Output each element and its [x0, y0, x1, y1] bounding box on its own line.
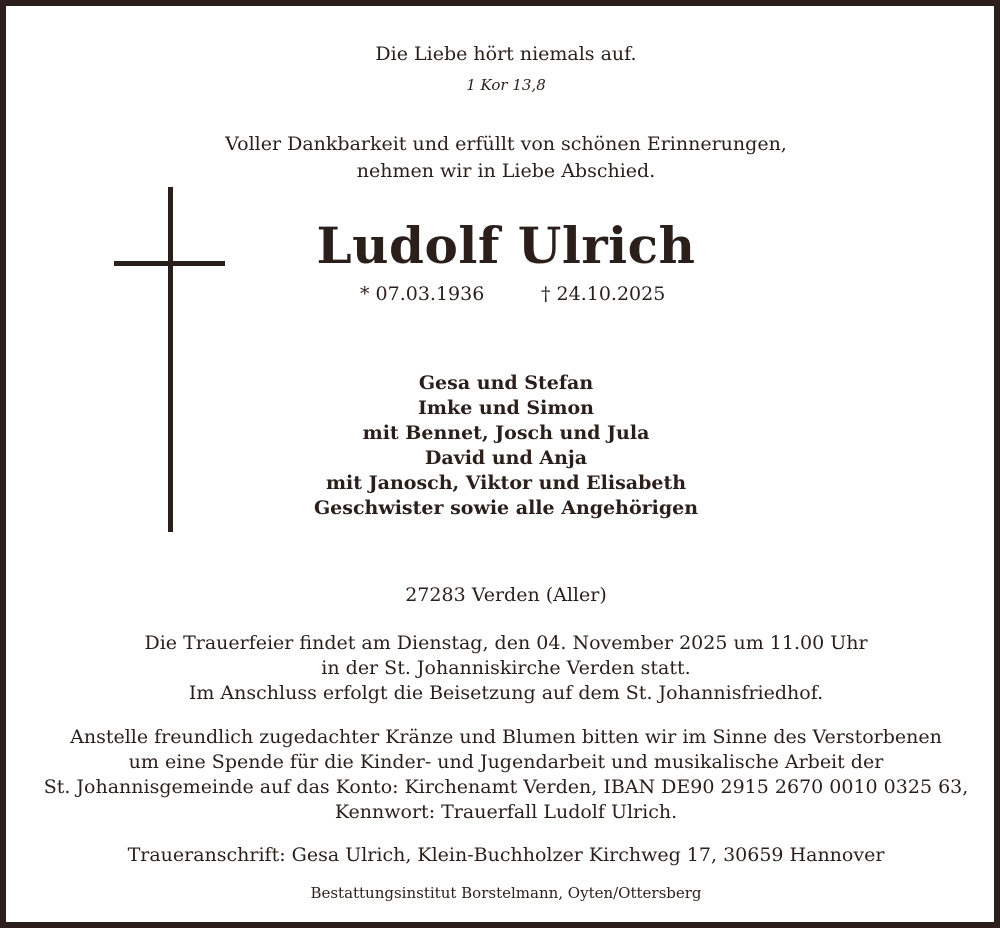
family-line: Imke und Simon [418, 397, 594, 419]
family-line: mit Janosch, Viktor und Elisabeth [325, 472, 687, 494]
deceased-name: Ludolf Ulrich [316, 216, 696, 275]
thanks-line: Voller Dankbarkeit und erfüllt von schönen Erinnerungen, [225, 133, 787, 155]
thanks-text [6, 131, 1000, 185]
thanks-line: nehmen wir in Liebe Abschied. [356, 160, 656, 182]
donation-line: Anstelle freundlich zugedachter Kränze und Blumen bitten wir im Sinne des Verstorbenen [70, 726, 942, 748]
city: 27283 Verden (Aller) [405, 584, 607, 606]
family-list [6, 371, 1000, 521]
ceremony-info [6, 631, 1000, 706]
family-line: mit Bennet, Josch und Jula [362, 422, 650, 444]
donation-line: Kennwort: Trauerfall Ludolf Ulrich. [334, 801, 678, 823]
death-date: † 24.10.2025 [541, 283, 666, 305]
bible-quote: Die Liebe hört niemals auf. [375, 43, 637, 65]
ceremony-line: Im Anschluss erfolgt die Beisetzung auf dem St. Johannisfriedhof. [188, 682, 824, 704]
family-line: David und Anja [424, 447, 588, 469]
bible-reference: 1 Kor 13,8 [466, 76, 546, 94]
birth-date: * 07.03.1936 [360, 283, 485, 305]
family-line: Gesa und Stefan [418, 372, 594, 394]
donation-info [6, 725, 1000, 825]
donation-line: um eine Spende für die Kinder- und Jugendarbeit und musikalische Arbeit der [128, 751, 884, 773]
mourning-address: Traueranschrift: Gesa Ulrich, Klein-Buchholzer Kirchweg 17, 30659 Hannover [127, 844, 885, 866]
undertaker: Bestattungsinstitut Borstelmann, Oyten/Ottersberg [310, 884, 702, 902]
ceremony-line: Die Trauerfeier findet am Dienstag, den 04. November 2025 um 11.00 Uhr [144, 632, 868, 654]
donation-line: St. Johannisgemeinde auf das Konto: Kirchenamt Verden, IBAN DE90 2915 2670 0010 0325 63, [43, 776, 969, 798]
family-line: Geschwister sowie alle Angehörigen [313, 497, 699, 519]
ceremony-line: in der St. Johanniskirche Verden statt. [321, 657, 691, 679]
